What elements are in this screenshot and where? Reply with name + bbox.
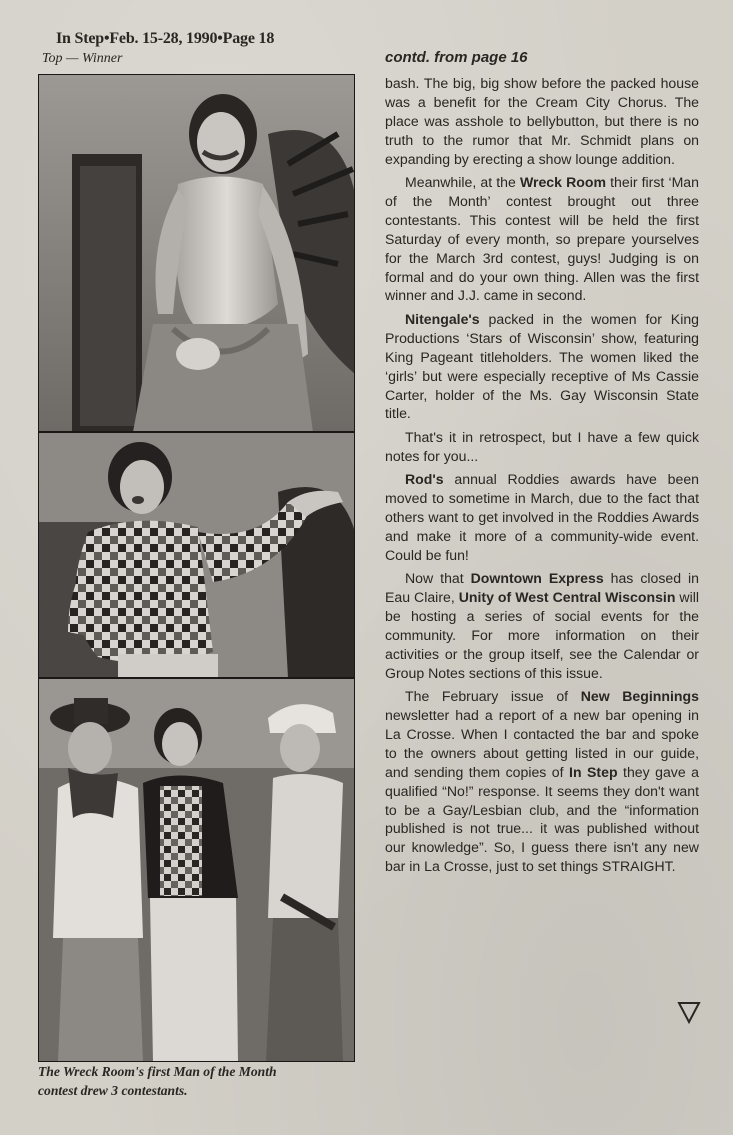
caption-line-2: contest drew 3 contestants. (38, 1083, 188, 1098)
paragraph-7-text-c: they gave a qualified “No!” response. It seems they don't want to be a Gay/Lesbian club, and the “information published is not true... it was published without our knowledge”. So, I guess there isn't any new bar in La Crosse, just to set things STRAIGHT. (385, 763, 699, 875)
paragraph-1 (385, 74, 699, 169)
end-of-story-triangle-icon (677, 1000, 701, 1024)
paragraph-6 (385, 569, 699, 682)
paragraph-4-text: That's it in retrospect, but I have a few quick notes for you... (385, 428, 699, 464)
paragraph-2 (385, 173, 699, 305)
continued-from-label: contd. from page 16 (385, 49, 528, 66)
page-folio: In Step•Feb. 15-28, 1990•Page 18 (56, 30, 275, 47)
org-unity-west-central-wisconsin: Unity of West Central Wisconsin (458, 589, 676, 606)
publication-in-step: In Step (569, 763, 618, 780)
paragraph-7 (385, 687, 699, 876)
paragraph-7-text-a: The February issue of (405, 688, 581, 705)
photo-stack (38, 74, 355, 1062)
top-photo-winner (38, 74, 355, 432)
venue-downtown-express: Downtown Express (470, 570, 604, 587)
paragraph-5 (385, 470, 699, 565)
article-column (385, 74, 699, 881)
paragraph-7-text-b: newsletter had a report of a new bar opening in La Crosse. When I contacted the bar and spoke to the owners about getting listed in our guide, and sending them copies of (385, 707, 699, 780)
photo-caption (38, 1062, 368, 1100)
paragraph-6-text-b: has closed in Eau Claire, (385, 570, 699, 606)
paragraph-6-text-a: Now that (405, 570, 471, 587)
paragraph-2-text-b: their first ‘Man of the Month’ contest brought out three contestants. This contest will be held the first Saturday of every month, so prepare yourselves for the March 3rd contest, guys! Judging is on formal and do your own thing. Allen was the first winner and J.J. came in second. (385, 174, 699, 304)
bottom-photo-three-contestants (38, 678, 355, 1062)
paragraph-3 (385, 310, 699, 423)
caption-line-1: The Wreck Room's first Man of the Month (38, 1064, 277, 1079)
bottom-photo-image (38, 678, 355, 1062)
middle-photo-contestant (38, 432, 355, 678)
paragraph-5-text: annual Roddies awards have been moved to sometime in March, due to the fact that others want to get involved in the Roddies Awards and make it more of a community-wide event. Could be fun! (385, 471, 699, 563)
venue-nitengales: Nitengale's (405, 310, 480, 327)
newsletter-new-beginnings: New Beginnings (580, 688, 699, 705)
middle-photo-image (38, 432, 355, 678)
venue-rods: Rod's (405, 471, 444, 488)
paragraph-3-text: packed in the women for King Productions ‘Stars of Wisconsin’ show, featuring King Pageant titleholders. The women liked the ‘girls’ but were especially receptive of Ms Cassie Carter, holder of the Ms. Gay Wisconsin State title. (385, 310, 699, 422)
paragraph-4 (385, 428, 699, 466)
top-photo-image (38, 74, 355, 432)
venue-wreck-room: Wreck Room (519, 174, 607, 191)
paragraph-1-text: bash. The big, big show before the packed house was a benefit for the Cream City Chorus. The place was asshole to bellybutton, but there is no truth to the rumor that Mr. Schmidt plans on expanding by erecting a show lounge addition. (385, 75, 699, 167)
photo-label: Top — Winner (42, 51, 123, 66)
paragraph-2-text-a: Meanwhile, at the (405, 174, 520, 191)
paragraph-6-text-c: will be hosting a series of social events for the community. For more information on their activities or the group itself, see the Calendar or Group Notes sections of this issue. (385, 589, 699, 681)
